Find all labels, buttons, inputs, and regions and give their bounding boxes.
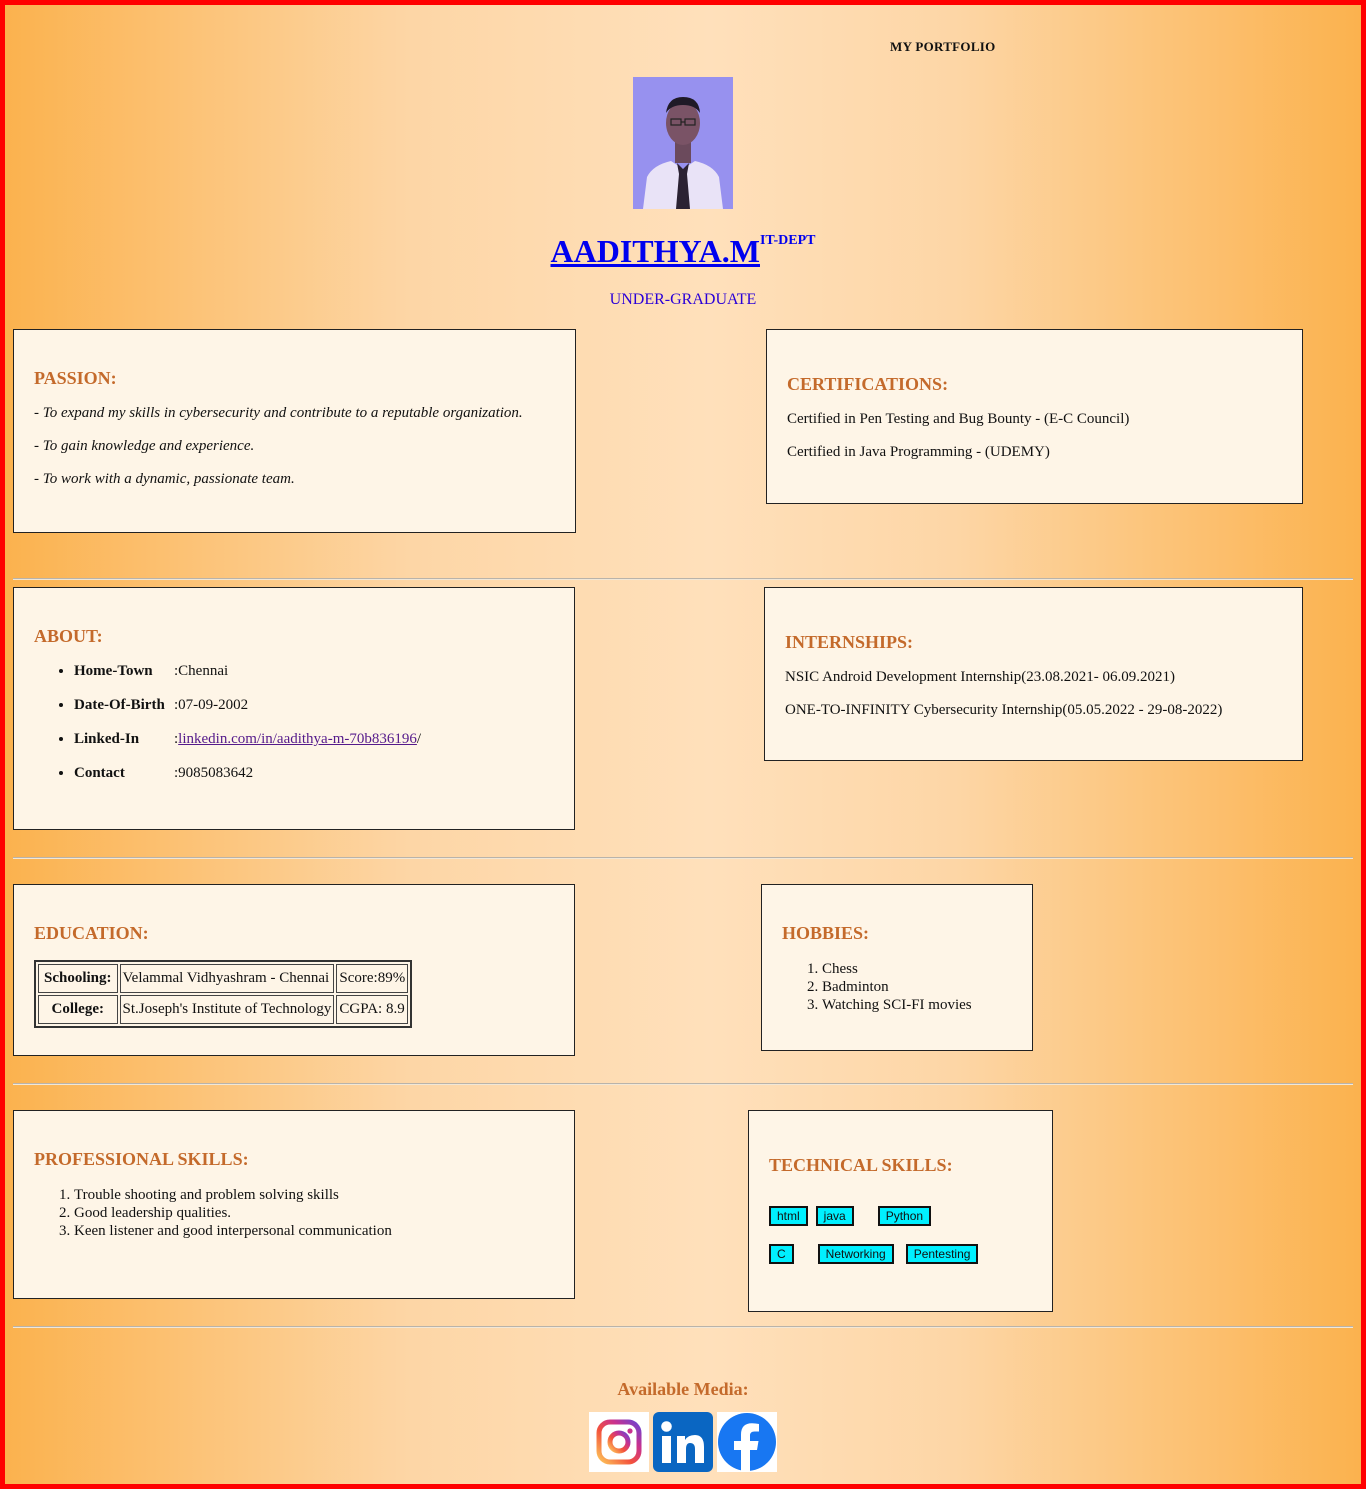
technical-skills-title: TECHNICAL SKILLS: xyxy=(769,1155,953,1175)
passion-card xyxy=(13,329,576,533)
skill-tags-row xyxy=(769,1244,1032,1264)
professional-skills-list xyxy=(34,1186,554,1240)
about-item-contact: • Contact :9085083642 xyxy=(74,765,554,782)
certification-item: Certified in Pen Testing and Bug Bounty - (E-C Council) xyxy=(787,411,1130,427)
divider xyxy=(13,1326,1353,1328)
skill-tag-java: java xyxy=(816,1206,854,1226)
about-list xyxy=(34,663,554,782)
technical-skills-card xyxy=(748,1110,1053,1312)
skill-tag-pentesting: Pentesting xyxy=(906,1244,979,1264)
divider xyxy=(13,578,1353,580)
table-row: College: St.Joseph's Institute of Technology CGPA: 8.9 xyxy=(38,995,408,1024)
list-item: 2. Badminton xyxy=(822,978,1012,996)
internships-title: INTERNSHIPS: xyxy=(785,632,914,652)
skill-tag-networking: Networking xyxy=(818,1244,894,1264)
about-item-hometown: • Home-Town :Chennai xyxy=(74,663,554,680)
linkedin-link[interactable]: linkedin.com/in/aadithya-m-70b836196 xyxy=(178,731,417,747)
certification-item: Certified in Java Programming - (UDEMY) xyxy=(787,444,1050,460)
status-label: UNDER-GRADUATE xyxy=(609,291,757,308)
table-row: Schooling: Velammal Vidhyashram - Chennai Score:89% xyxy=(38,964,408,993)
facebook-icon[interactable] xyxy=(717,1412,777,1472)
linkedin-icon[interactable] xyxy=(653,1412,713,1472)
passion-item: - To work with a dynamic, passionate team. xyxy=(34,471,295,487)
skill-tag-python: Python xyxy=(878,1206,931,1226)
certifications-title: CERTIFICATIONS: xyxy=(787,374,949,394)
name-link[interactable]: AADITHYA.M xyxy=(550,233,760,269)
list-item: 3. Keen listener and good interpersonal communication xyxy=(74,1222,554,1240)
list-item: 1. Chess xyxy=(822,960,1012,978)
about-item-linkedin: • Linked-In :linkedin.com/in/aadithya-m-70b836196/ xyxy=(74,731,554,748)
skill-tag-c: C xyxy=(769,1244,794,1264)
page-title: MY PORTFOLIO xyxy=(890,39,996,54)
education-card xyxy=(13,884,575,1056)
certifications-card xyxy=(766,329,1303,504)
list-item: 1. Trouble shooting and problem solving skills xyxy=(74,1186,554,1204)
education-table xyxy=(34,960,412,1028)
about-item-dob: • Date-Of-Birth :07-09-2002 xyxy=(74,697,554,714)
divider xyxy=(13,857,1353,859)
internships-card xyxy=(764,587,1303,761)
professional-skills-title: PROFESSIONAL SKILLS: xyxy=(34,1149,249,1169)
hobbies-card xyxy=(761,884,1033,1051)
name-heading xyxy=(5,233,1361,270)
hobbies-list xyxy=(782,960,1012,1014)
internship-item: ONE-TO-INFINITY Cybersecurity Internship(05.05.2022 - 29-08-2022) xyxy=(785,702,1223,718)
media-title: Available Media: xyxy=(617,1379,749,1399)
divider xyxy=(13,1083,1353,1085)
list-item: 2. Good leadership qualities. xyxy=(74,1204,554,1222)
internship-item: NSIC Android Development Internship(23.08.2021- 06.09.2021) xyxy=(785,669,1175,685)
about-card xyxy=(13,587,575,830)
list-item: 3. Watching SCI-FI movies xyxy=(822,996,1012,1014)
passion-title: PASSION: xyxy=(34,368,117,388)
skill-tag-html: html xyxy=(769,1206,808,1226)
profile-photo xyxy=(633,77,733,209)
about-title: ABOUT: xyxy=(34,626,103,646)
skill-tags-row xyxy=(769,1206,1032,1226)
education-title: EDUCATION: xyxy=(34,923,149,943)
hobbies-title: HOBBIES: xyxy=(782,923,870,943)
dept-label: IT-DEPT xyxy=(759,233,816,248)
instagram-icon[interactable] xyxy=(589,1412,649,1472)
professional-skills-card xyxy=(13,1110,575,1299)
passion-item: - To expand my skills in cybersecurity and contribute to a reputable organization. xyxy=(34,405,523,421)
passion-item: - To gain knowledge and experience. xyxy=(34,438,255,454)
